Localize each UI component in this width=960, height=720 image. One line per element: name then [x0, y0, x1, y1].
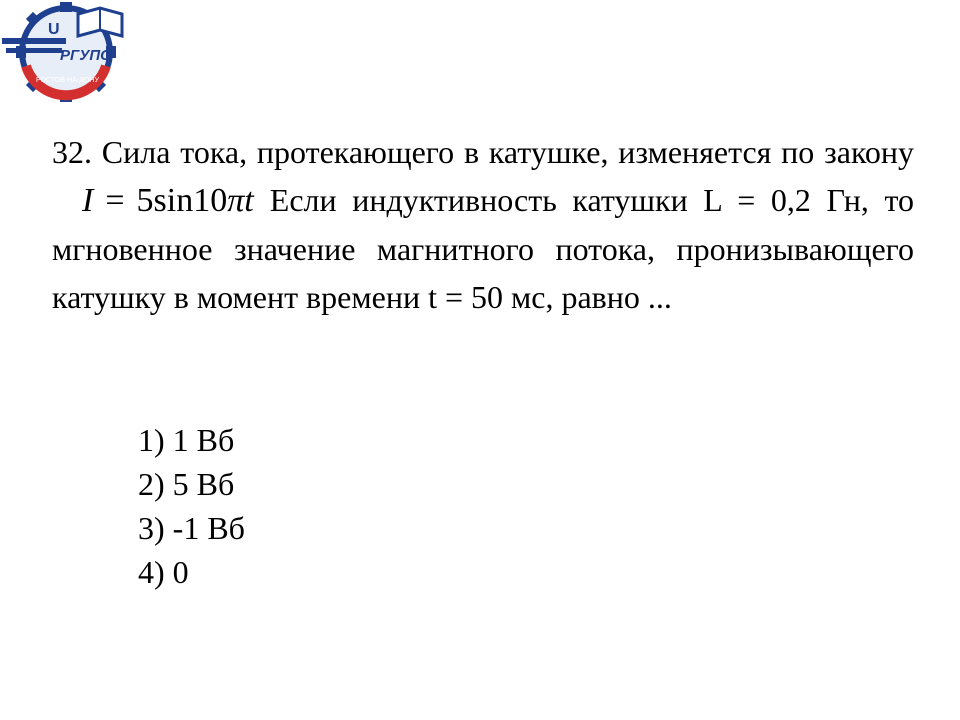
formula-pi: π: [227, 182, 245, 219]
question-rest: Если индуктивность катушки L = 0,2 Гн, то мгновенное значение магнитного потока, пронизывающего катушку в момент времени t = 50 мс, равно ...: [52, 182, 915, 315]
logo-abbrev: РГУПС: [60, 47, 111, 64]
answer-option-2: 2) 5 Вб: [138, 466, 235, 502]
question-lead: 32. Сила тока, протекающего в катушке, изменяется по закону: [52, 134, 914, 170]
logo-letter: U: [48, 21, 60, 38]
formula-func: sin: [153, 182, 194, 219]
answer-options: [138, 418, 245, 594]
formula-arg-num: 10: [193, 182, 228, 219]
logo-ring-text: РОСТОВ-НА-ДОНУ: [36, 77, 99, 84]
formula-coef: 5: [136, 182, 154, 219]
formula-eq: =: [105, 182, 125, 219]
current-formula: [52, 182, 270, 219]
answer-option-4: 4) 0: [138, 554, 189, 590]
question-text: [52, 128, 914, 321]
answer-option-3: 3) -1 Вб: [138, 510, 245, 546]
logo-emblem: [0, 0, 140, 110]
answer-option-1: 1) 1 Вб: [138, 422, 235, 458]
university-logo: [0, 0, 140, 110]
formula-lhs: I: [82, 182, 94, 219]
formula-var: t: [244, 182, 254, 219]
